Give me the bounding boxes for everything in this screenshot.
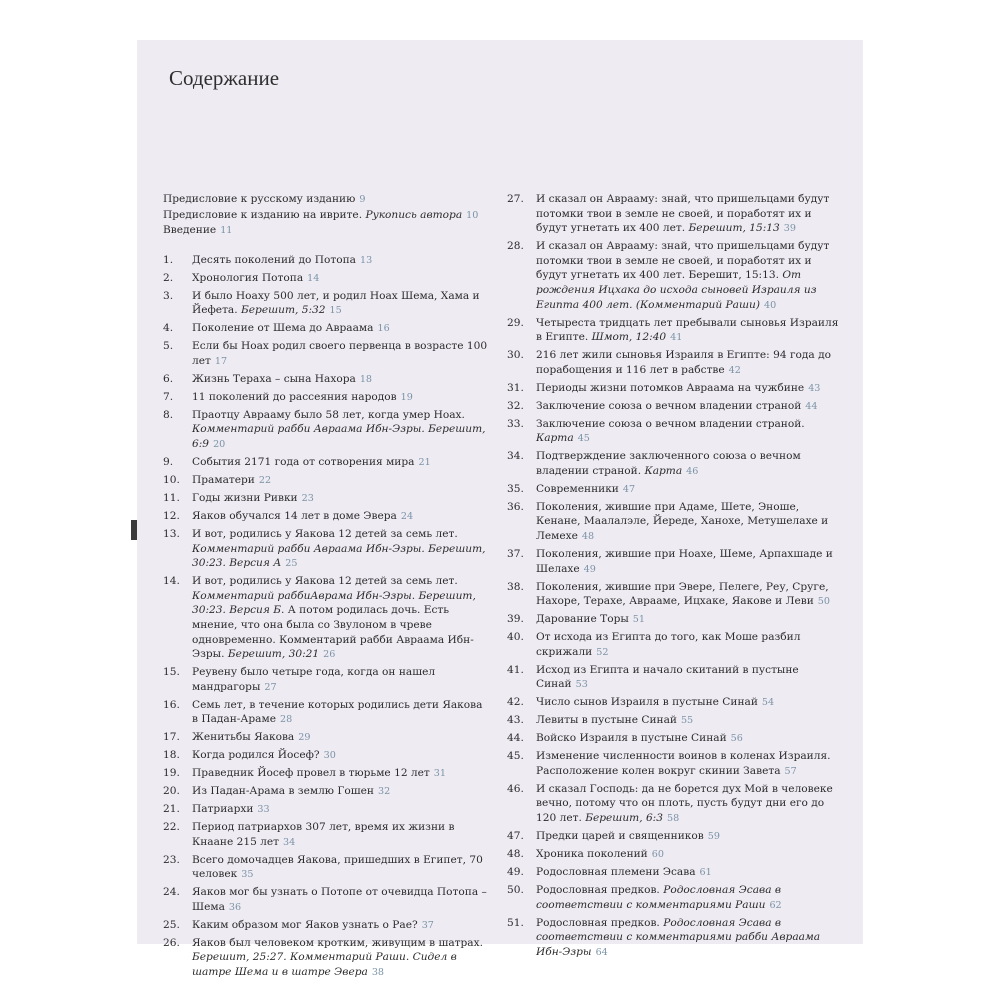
toc-entry[interactable] <box>163 918 488 934</box>
entry-title: Введение <box>163 224 217 237</box>
toc-entry[interactable] <box>507 630 842 660</box>
entry-title: События 2171 года от сотворения мира <box>192 456 415 469</box>
book-page <box>137 40 863 979</box>
toc-left-list <box>163 253 488 981</box>
page-number: 24 <box>400 510 414 522</box>
toc-entry[interactable] <box>507 865 842 881</box>
entry-text <box>536 192 842 237</box>
toc-entry[interactable] <box>507 316 842 346</box>
entry-title: Каким образом мог Яаков узнать о Рае? <box>192 918 418 931</box>
page-number: 64 <box>595 946 608 958</box>
entry-subtitle: Берешит, 25:27. Комментарий Раши. Сидел в шатре Шема и в шатре Эвера <box>192 951 457 979</box>
entry-title: Поколения, жившие при Ноахе, Шеме, Арпахшаде и Шелахе <box>536 547 833 575</box>
toc-entry[interactable] <box>507 847 842 863</box>
entry-text <box>192 766 488 782</box>
toc-right-column <box>507 192 842 963</box>
entry-number: 14. <box>163 575 180 588</box>
toc-entry[interactable] <box>507 348 842 378</box>
entry-text <box>192 748 488 764</box>
entry-title: Заключение союза о вечном владении страной <box>536 399 802 412</box>
page-number: 52 <box>596 646 609 658</box>
entry-number: 51. <box>507 916 524 929</box>
entry-number: 41. <box>507 663 524 676</box>
entry-number: 11. <box>163 492 180 504</box>
toc-entry[interactable] <box>507 580 842 610</box>
toc-intro-item[interactable] <box>163 208 488 224</box>
entry-number: 18. <box>163 749 180 762</box>
toc-entry[interactable] <box>507 381 842 397</box>
entry-text <box>192 918 488 934</box>
entry-text <box>192 491 488 507</box>
entry-number: 49. <box>507 865 524 878</box>
entry-text <box>192 574 488 663</box>
entry-text <box>536 482 842 498</box>
entry-title: Родословная предков. <box>536 916 660 929</box>
entry-text <box>536 749 842 779</box>
entry-title: Поколения, жившие при Эвере, Пелеге, Реу, Сруге, Нахоре, Терахе, Аврааме, Ицхаке, Яакове и Леви <box>536 580 829 608</box>
entry-text <box>536 916 842 961</box>
page-number: 30 <box>323 750 336 762</box>
entry-text <box>192 455 488 471</box>
entry-text <box>192 372 488 388</box>
entry-number: 35. <box>507 482 524 495</box>
entry-text <box>192 936 488 981</box>
entry-subtitle: Родословная Эсава в соответствии с комментариями Раши <box>536 883 782 911</box>
entry-text <box>192 853 488 883</box>
page-number: 38 <box>371 967 385 979</box>
entry-subtitle: Комментарий рабби Авраама Ибн-Эзры. Берешит, 30:23. Версия А <box>192 542 486 570</box>
entry-title: И сказал он Аврааму: знай, что пришельцами будут потомки твои в земле не своей, и поработят их и будут угнетать их 400 лет. Берешит, 15:13. <box>536 240 830 282</box>
page-number: 51 <box>632 614 646 626</box>
entry-text <box>536 399 842 415</box>
entry-title: Хронология Потопа <box>192 271 304 284</box>
entry-title: Родословная племени Эсава <box>536 865 696 878</box>
entry-text <box>536 695 842 711</box>
entry-text <box>192 885 488 915</box>
toc-entry[interactable] <box>507 449 842 479</box>
toc-entry[interactable] <box>163 408 488 453</box>
entry-title: Левиты в пустыне Синай <box>536 714 677 727</box>
toc-entry[interactable] <box>507 713 842 729</box>
entry-title: Современники <box>536 482 619 495</box>
entry-number: 16. <box>163 698 180 711</box>
toc-entry[interactable] <box>163 509 488 525</box>
entry-title: Семь лет, в течение которых родились дети Яакова в Падан-Араме <box>192 698 483 726</box>
entry-number: 32. <box>507 399 524 412</box>
entry-number: 2. <box>163 271 174 284</box>
page-number: 18 <box>359 373 373 385</box>
entry-title: Войско Израиля в пустыне Синай <box>536 732 727 745</box>
toc-entry[interactable] <box>163 390 488 406</box>
entry-number: 45. <box>507 750 524 763</box>
toc-intro <box>163 192 488 239</box>
toc-entry[interactable] <box>163 253 488 269</box>
entry-title: Праматери <box>192 474 255 487</box>
page-number: 48 <box>581 530 595 542</box>
page-number: 37 <box>421 919 434 931</box>
toc-entry[interactable] <box>507 749 842 779</box>
entry-title: Дарование Торы <box>536 613 629 626</box>
entry-text <box>536 580 842 610</box>
entry-title: Исход из Египта и начало скитаний в пустыне Синай <box>536 663 799 691</box>
page-number: 9 <box>359 194 366 205</box>
entry-text <box>536 883 842 913</box>
page-number: 47 <box>622 483 636 495</box>
page-number: 11 <box>220 225 233 237</box>
entry-text <box>536 630 842 660</box>
toc-entry[interactable] <box>507 500 842 545</box>
toc-entry[interactable] <box>163 885 488 915</box>
entry-text <box>536 348 842 378</box>
entry-title: Праотцу Аврааму было 58 лет, когда умер Ноах. <box>192 408 465 421</box>
entry-number: 46. <box>507 782 524 795</box>
entry-text <box>192 271 488 287</box>
toc-entry[interactable] <box>163 289 488 319</box>
entry-number: 30. <box>507 349 524 362</box>
entry-title: Подтверждение заключенного союза о вечном владении страной. <box>536 450 801 477</box>
page-number: 32 <box>377 786 391 798</box>
toc-entry[interactable] <box>163 802 488 818</box>
toc-entry[interactable] <box>507 417 842 447</box>
entry-text <box>536 847 842 863</box>
entry-number: 43. <box>507 714 524 727</box>
toc-entry[interactable] <box>507 663 842 693</box>
toc-entry[interactable] <box>163 372 488 388</box>
entry-subtitle: Берешит, 6:3 <box>585 811 663 824</box>
entry-subtitle: Карта <box>644 464 683 477</box>
toc-entry[interactable] <box>163 455 488 471</box>
toc-entry[interactable] <box>507 192 842 237</box>
page-number: 16 <box>377 323 390 335</box>
page-number: 17 <box>214 355 228 367</box>
entry-number: 25. <box>163 918 180 931</box>
entry-text <box>536 417 842 447</box>
entry-title: Предисловие к изданию на иврите. <box>163 208 363 221</box>
entry-text <box>536 829 842 845</box>
entry-title: 216 лет жили сыновья Израиля в Египте: 94 года до порабощения и 116 лет в рабстве <box>536 349 832 376</box>
toc-entry[interactable] <box>163 473 488 489</box>
entry-number: 47. <box>507 829 524 842</box>
entry-text <box>536 239 842 313</box>
toc-entry[interactable] <box>507 547 842 577</box>
page-number: 46 <box>686 465 699 477</box>
entry-text <box>536 731 842 747</box>
entry-number: 31. <box>507 381 524 394</box>
entry-subtitle: Комментарий рабби Авраама Ибн-Эзры. Берешит, 6:9 <box>192 423 486 451</box>
toc-entry[interactable] <box>507 482 842 498</box>
entry-number: 10. <box>163 474 180 487</box>
entry-title: И сказал он Аврааму: знай, что пришельцами будут потомки твои в земле не своей, и поработят их и будут угнетать их 400 лет. <box>536 193 830 235</box>
toc-entry[interactable] <box>163 853 488 883</box>
entry-title: Поколение от Шема до Авраама <box>192 322 374 335</box>
toc-entry[interactable] <box>507 695 842 711</box>
page-number: 36 <box>228 901 242 913</box>
entry-text <box>536 782 842 827</box>
entry-number: 4. <box>163 322 174 335</box>
entry-text <box>192 408 488 453</box>
entry-title: И вот, родились у Яакова 12 детей за семь лет. <box>192 575 458 588</box>
toc-entry[interactable] <box>163 730 488 746</box>
entry-title: Предисловие к русскому изданию <box>163 193 356 205</box>
toc-entry[interactable] <box>163 698 488 728</box>
entry-number: 26. <box>163 936 180 949</box>
toc-entry[interactable] <box>507 883 842 913</box>
page-number: 49 <box>583 563 596 575</box>
entry-number: 8. <box>163 408 174 421</box>
entry-number: 21. <box>163 803 180 816</box>
page-number: 35 <box>241 869 254 881</box>
page-number: 55 <box>680 715 694 727</box>
entry-number: 22. <box>163 821 180 834</box>
page-number: 23 <box>301 493 314 504</box>
toc-entry[interactable] <box>163 748 488 764</box>
entry-subtitle-continued: Берешит, 30:21 <box>227 648 320 661</box>
entry-number: 12. <box>163 509 180 522</box>
entry-text <box>192 253 488 269</box>
entry-number: 24. <box>163 886 180 899</box>
entry-title: Яаков обучался 14 лет в доме Эвера <box>192 509 397 522</box>
entry-number: 15. <box>163 666 180 679</box>
page-number: 42 <box>728 364 741 376</box>
page-number: 25 <box>285 558 298 570</box>
toc-entry[interactable] <box>163 784 488 800</box>
entry-text <box>192 730 488 746</box>
page-number: 45 <box>577 433 590 445</box>
entry-number: 20. <box>163 785 180 798</box>
page-number: 21 <box>418 457 431 469</box>
entry-number: 19. <box>163 767 180 780</box>
entry-title: Предки царей и священников <box>536 829 704 842</box>
entry-number: 44. <box>507 732 524 745</box>
page-number: 34 <box>283 836 296 848</box>
entry-title: Изменение численности воинов в коленах Израиля. Расположение колен вокруг скинии Завета <box>536 750 831 777</box>
entry-number: 23. <box>163 853 180 866</box>
toc-right-list <box>507 192 842 960</box>
entry-subtitle: Берешит, 15:13 <box>688 222 780 235</box>
page-number: 39 <box>783 223 796 235</box>
toc-entry[interactable] <box>163 321 488 337</box>
page-number: 50 <box>817 596 830 608</box>
toc-entry[interactable] <box>163 491 488 507</box>
entry-text <box>192 802 488 818</box>
page-number: 62 <box>769 899 782 911</box>
toc-entry[interactable] <box>163 271 488 287</box>
entry-title: И было Ноаху 500 лет, и родил Ноах Шема, Хама и Йефета. <box>192 289 480 317</box>
entry-title: Если бы Ноах родил своего первенца в возрасте 100 лет <box>192 340 488 367</box>
entry-title: Женитьбы Яакова <box>192 731 295 744</box>
page-number: 54 <box>761 697 775 709</box>
toc-entry[interactable] <box>507 829 842 845</box>
toc-entry[interactable] <box>163 665 488 695</box>
entry-title: 11 поколений до рассеяния народов <box>192 390 397 403</box>
entry-number: 42. <box>507 696 524 709</box>
entry-number: 3. <box>163 289 174 302</box>
toc-entry[interactable] <box>507 612 842 628</box>
page-number: 29 <box>298 732 311 744</box>
entry-text <box>536 713 842 729</box>
page-number: 40 <box>763 299 777 311</box>
entry-number: 34. <box>507 450 524 463</box>
entry-text <box>536 663 842 693</box>
page-number: 14 <box>307 272 320 284</box>
entry-number: 28. <box>507 240 524 253</box>
entry-title: Родословная предков. <box>536 883 660 896</box>
page-number: 28 <box>280 714 293 726</box>
page-number: 31 <box>433 768 446 780</box>
toc-intro-item[interactable] <box>163 192 488 208</box>
page-number: 61 <box>699 866 712 878</box>
entry-text <box>192 665 488 695</box>
toc-entry[interactable] <box>163 766 488 782</box>
entry-text <box>536 865 842 881</box>
entry-text <box>536 500 842 545</box>
entry-title: Хроника поколений <box>536 847 648 860</box>
page-number: 27 <box>264 681 277 693</box>
entry-number: 37. <box>507 547 524 560</box>
entry-title: Реувену было четыре года, когда он нашел мандрагоры <box>192 666 436 693</box>
entry-text <box>192 339 488 369</box>
entry-text <box>536 547 842 577</box>
page-number: 44 <box>805 400 818 412</box>
toc-entry[interactable] <box>163 936 488 981</box>
toc-entry[interactable] <box>163 527 488 572</box>
toc-entry[interactable] <box>507 239 842 313</box>
entry-number: 7. <box>163 390 174 403</box>
entry-number: 9. <box>163 456 174 469</box>
page-number: 59 <box>707 830 720 842</box>
toc-entry[interactable] <box>163 820 488 850</box>
entry-text <box>192 527 488 572</box>
page-number: 53 <box>575 679 588 691</box>
entry-text <box>192 390 488 406</box>
entry-title: Годы жизни Ривки <box>192 492 298 504</box>
entry-title: Яаков был человеком кротким, живущим в шатрах. <box>192 936 483 949</box>
entry-title: Период патриархов 307 лет, время их жизни в Кнаане 215 лет <box>192 821 455 848</box>
page-number: 41 <box>670 332 683 344</box>
entry-title: Четыреста тридцать лет пребывали сыновья Израиля в Египте. <box>536 316 839 344</box>
entry-title: И сказал Господь: да не борется дух Мой в человеке вечно, потому что он плоть, пусть будут дни его до 120 лет. <box>536 782 833 824</box>
toc-intro-item[interactable] <box>163 223 488 239</box>
toc-entry[interactable] <box>163 574 488 663</box>
page-title: Содержание <box>169 66 280 90</box>
entry-text <box>192 321 488 337</box>
entry-subtitle: Карта <box>536 432 574 445</box>
entry-number: 33. <box>507 417 524 430</box>
entry-title: От исхода из Египта до того, как Моше разбил скрижали <box>536 631 801 658</box>
entry-number: 17. <box>163 731 180 744</box>
entry-title: Поколения, жившие при Адаме, Шете, Эноше, Кенане, Маалалэле, Йереде, Ханохе, Метушелахе и Лемехе <box>536 500 829 542</box>
page-number: 43 <box>808 382 821 394</box>
toc-entry[interactable] <box>163 339 488 369</box>
entry-title-continued: А потом родилась дочь. Есть мнение, что она была со Звулоном в чреве одновременно. Комментарий рабби Авраама Ибн-Эзры. <box>192 604 474 661</box>
entry-number: 5. <box>163 340 174 353</box>
page-number: 13 <box>359 254 373 266</box>
entry-text <box>536 612 842 628</box>
entry-number: 13. <box>163 527 180 540</box>
page-number: 58 <box>667 812 680 824</box>
entry-title: Праведник Йосеф провел в тюрьме 12 лет <box>192 767 430 780</box>
page-number: 15 <box>329 305 342 317</box>
page-number: 26 <box>323 649 336 661</box>
entry-text <box>192 509 488 525</box>
entry-subtitle: Рукопись автора <box>365 208 463 221</box>
entry-number: 40. <box>507 631 524 644</box>
entry-title: Яаков мог бы узнать о Потопе от очевидца Потопа – Шема <box>192 886 487 913</box>
entry-number: 6. <box>163 372 174 385</box>
entry-number: 38. <box>507 580 524 593</box>
entry-title: Жизнь Тераха – сына Нахора <box>192 372 356 385</box>
entry-number: 1. <box>163 253 174 266</box>
entry-number: 50. <box>507 883 524 896</box>
entry-title: Когда родился Йосеф? <box>192 749 320 762</box>
entry-text <box>536 316 842 346</box>
page-number: 22 <box>258 475 272 487</box>
entry-title: Число сынов Израиля в пустыне Синай <box>536 696 758 709</box>
entry-title: Десять поколений до Потопа <box>192 253 356 266</box>
page-number: 33 <box>257 804 270 816</box>
entry-text <box>536 381 842 397</box>
entry-text <box>192 784 488 800</box>
entry-title: Всего домочадцев Яакова, пришедших в Египет, 70 человек <box>192 853 483 881</box>
page-number: 60 <box>651 848 664 860</box>
toc-entry[interactable] <box>507 731 842 747</box>
entry-text <box>536 449 842 479</box>
page-number: 19 <box>400 391 413 403</box>
entry-title: И вот, родились у Яакова 12 детей за семь лет. <box>192 527 458 540</box>
entry-number: 29. <box>507 316 524 329</box>
page-number: 20 <box>213 439 226 451</box>
toc-left-column <box>163 192 488 983</box>
page-number: 56 <box>730 733 743 745</box>
page-number: 57 <box>784 765 797 777</box>
toc-entry[interactable] <box>507 399 842 415</box>
entry-title: Из Падан-Арама в землю Гошен <box>192 785 374 798</box>
toc-entry[interactable] <box>507 916 842 961</box>
entry-number: 48. <box>507 847 524 860</box>
page-number: 10 <box>466 209 479 221</box>
entry-subtitle: Комментарий раббиАврама Ибн-Эзры. Берешит, 30:23. Версия Б. <box>192 589 476 617</box>
entry-subtitle: Шмот, 12:40 <box>591 331 667 344</box>
entry-text <box>192 289 488 319</box>
entry-subtitle: От рождения Ицхака до исхода сыновей Израиля из Египта 400 лет. (Комментарий Раши) <box>536 269 817 311</box>
entry-subtitle: Родословная Эсава в соответствии с комментариями рабби Авраама Ибн-Эзры <box>536 916 821 958</box>
entry-title: Патриархи <box>192 803 254 816</box>
entry-subtitle: Берешит, 5:32 <box>241 304 326 317</box>
entry-title: Периоды жизни потомков Авраама на чужбине <box>536 381 805 394</box>
entry-number: 36. <box>507 500 524 513</box>
entry-text <box>192 698 488 728</box>
entry-text <box>192 820 488 850</box>
entry-number: 27. <box>507 193 524 205</box>
entry-text <box>192 473 488 489</box>
toc-entry[interactable] <box>507 782 842 827</box>
entry-number: 39. <box>507 613 524 626</box>
entry-title: Заключение союза о вечном владении страной. <box>536 417 805 430</box>
